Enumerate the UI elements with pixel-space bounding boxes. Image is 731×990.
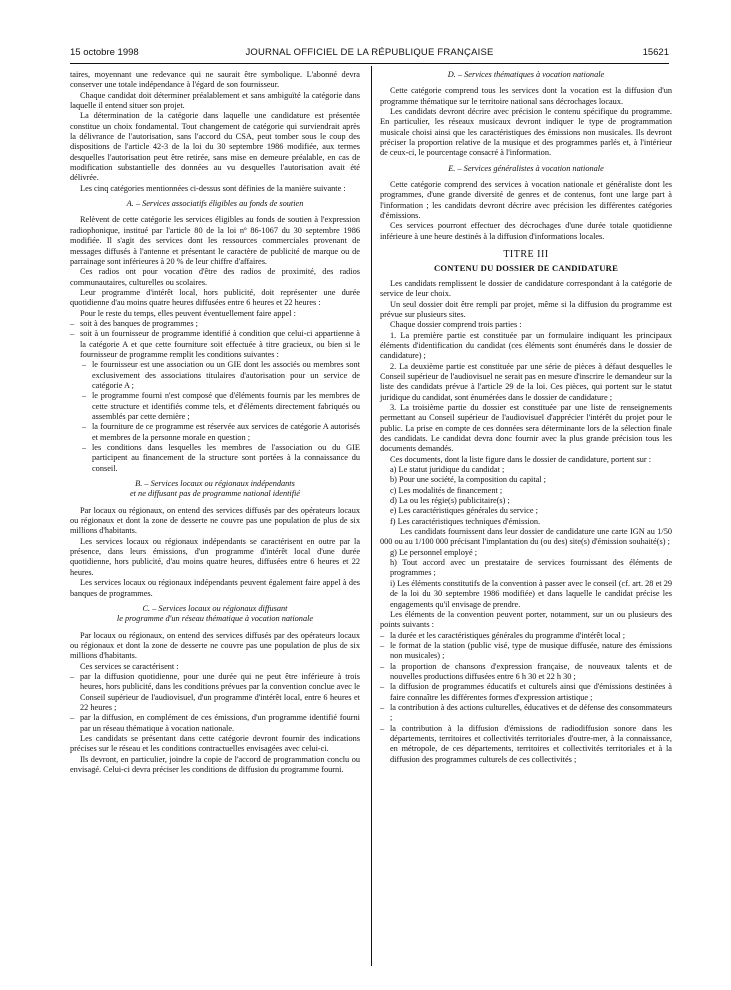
list-item: h) Tout accord avec un prestataire de services fournissant des éléments de programmes ;	[390, 558, 672, 578]
paragraph: Ils devront, en particulier, joindre la copie de l'accord de programmation conclu ou envisagé. Celui-ci devra préciser les conditions de diffusion du programme fourni.	[70, 754, 360, 774]
paragraph: Les candidats se présentant dans cette catégorie devront fournir des indications précises sur le réseau et les conditions contractuelles envisagées avec celui-ci.	[70, 733, 360, 754]
header-journal-title: JOURNAL OFFICIEL DE LA RÉPUBLIQUE FRANÇAISE	[245, 47, 494, 58]
list-item: – soit à un fournisseur de programme identifié à condition que celui-ci appartienne à la catégorie A et que cette fourniture soit effectuée à titre gracieux, ou bien si le fournisseur de programme remplit les conditions suivantes :	[70, 329, 360, 360]
paragraph: Ces radios ont pour vocation d'être des radios de proximité, des radios communautaires, culturelles ou scolaires.	[70, 267, 360, 287]
list-item: – la diffusion de programmes éducatifs et culturels ainsi que d'émissions destinées à faire connaître les différentes formes d'expression artistique ;	[380, 682, 672, 703]
section-heading-b: B. – Services locaux ou régionaux indépendants	[135, 479, 295, 489]
list-item: – le fournisseur est une association ou un GIE dont les associés ou membres sont exclusivement des associations titulaires d'autorisation pour un service de catégorie A ;	[70, 360, 360, 391]
list-item: – la fourniture de ce programme est réservée aux services de catégorie A autorisés et membres de la personne morale en question ;	[70, 422, 360, 443]
paragraph: Par locaux ou régionaux, on entend des services diffusés par des opérateurs locaux ou régionaux et dont la zone de desserte ne couvre pas une population de plus de six millions d'habitants.	[70, 505, 360, 536]
convention-list	[380, 631, 672, 765]
document-list-continued	[380, 548, 672, 610]
section-heading-c: C. – Services locaux ou régionaux diffusant	[142, 603, 288, 613]
list-item: b) Pour une société, la composition du capital ;	[390, 475, 546, 485]
paragraph: Relèvent de cette catégorie les services éligibles au fonds de soutien à l'expression radiophonique, institué par l'article 80 de la loi nº 86-1067 du 30 septembre 1986 modifiée. Il s'agit des services dont les ressources commerciales provenant de messages diffusés à l'antenne et présentant le caractère de publicité de marque ou de parrainage sont inférieures à 20 % de leur chiffre d'affaires.	[70, 215, 360, 266]
paragraph: 1. La première partie est constituée par un formulaire indiquant les principaux éléments d'identification du candidat (ces éléments sont énumérés dans le dossier de candidature) ;	[380, 330, 672, 361]
list-item: – les conditions dans lesquelles les membres de l'association ou du GIE participent au financement de la structure sont portées à la connaissance du conseil.	[70, 443, 360, 474]
list-item: – par la diffusion quotidienne, pour une durée qui ne peut être inférieure à trois heures, hors publicité, dans les conditions prévues par la convention conclue avec le Conseil supérieur de l'audiovisuel, d'un programme d'intérêt local, entre 6 heures et 22 heures ;	[70, 672, 360, 713]
list-item: – le programme fourni n'est composé que d'éléments fournis par les membres de cette structure et identifiés comme tels, et d'éléments directement fabriqués ou assemblés par cette dernière ;	[70, 391, 360, 422]
header-rule	[70, 63, 669, 64]
list-item: g) Le personnel employé ;	[390, 547, 478, 557]
list-item: d) La ou les régie(s) publicitaire(s) ;	[390, 496, 510, 506]
section-heading-c-line2: le programme d'un réseau thématique à vocation nationale	[116, 614, 314, 624]
list-a	[70, 319, 360, 360]
paragraph: 2. La deuxième partie est constituée par une série de pièces à défaut desquelles le Conseil supérieur de l'audiovisuel ne serait pas en mesure d'inscrire le demandeur sur la liste des candidats prévue à l'article 29 de la loi. Ces pièces, qui portent sur le statut juridique du candidat, sont énumérées dans le dossier de candidature ;	[380, 361, 672, 402]
titre-subheading: CONTENU DU DOSSIER DE CANDIDATURE	[433, 262, 619, 273]
paragraph: Chaque candidat doit déterminer préalablement et sans ambiguïté la catégorie dans laquelle il entend situer son projet.	[70, 90, 360, 111]
paragraph: Les candidats remplissent le dossier de candidature correspondant à la catégorie de service de leur choix.	[380, 278, 672, 299]
paragraph: Les services locaux ou régionaux indépendants se caractérisent en outre par la présence, dans leurs émissions, d'un programme d'intérêt local d'une durée quotidienne, hors publicité, d'au moins quatre heures, diffusées entre 6 heures et 22 heures.	[70, 536, 360, 577]
page-header	[70, 47, 669, 63]
paragraph: Chaque dossier comprend trois parties :	[390, 320, 522, 330]
section-heading-e: E. – Services généralistes à vocation nationale	[448, 163, 604, 173]
paragraph: Cette catégorie comprend tous les services dont la vocation est la diffusion d'un programme thématique sur le territoire national sans décrochages locaux.	[380, 86, 672, 106]
paragraph: Par locaux ou régionaux, on entend des services diffusés par des opérateurs locaux ou régionaux et dont la zone de desserte ne couvre pas une population de plus de six millions d'habitants.	[70, 630, 360, 661]
paragraph: Ces services se caractérisent :	[80, 661, 179, 671]
list-item: c) Les modalités de financement ;	[390, 485, 503, 495]
paragraph: taires, moyennant une redevance qui ne saurait être symbolique. L'abonné devra conserver une totale indépendance à l'égard de son fournisseur.	[70, 70, 360, 90]
list-item: – la contribution à la diffusion d'émissions de radiodiffusion sonore dans les départements, territoires et collectivités territoriales d'outre-mer, à la connaissance, en métropole, de ces départements, territoires et collectivités territoriales et à la diffusion des programmes culturels de ces collectivités ;	[380, 724, 672, 765]
paragraph: Ces documents, dont la liste figure dans le dossier de candidature, portent sur :	[390, 454, 652, 464]
sublist-a	[70, 360, 360, 474]
list-item: – la durée et les caractéristiques générales du programme d'intérêt local ;	[380, 631, 672, 641]
list-item: – le format de la station (public visé, type de musique diffusée, nature des émissions non musicales) ;	[380, 641, 672, 662]
list-item: e) Les caractéristiques générales du service ;	[390, 506, 538, 516]
list-item: i) Les éléments constitutifs de la convention à passer avec le conseil (cf. art. 28 et 29 de la loi du 30 septembre 1986 modifiée) et dans laquelle le candidat précise les engagements qu'il envisage de prendre.	[390, 578, 672, 609]
paragraph: Les candidats devront décrire avec précision le contenu spécifique du programme. En particulier, les réseaux musicaux devront indiquer le type de programmation musicale choisi ainsi que les caractéristiques des émissions non musicales. Ils devront préciser la proportion relative de la musique et des programmes parlés et, à l'intérieur de ceux-ci, le pourcentage consacré à l'information.	[380, 107, 672, 158]
list-c	[70, 672, 360, 734]
paragraph: Les éléments de la convention peuvent porter, notamment, sur un ou plusieurs des points suivants :	[380, 609, 672, 630]
document-list	[380, 465, 672, 527]
list-item: f) Les caractéristiques techniques d'émission.	[390, 516, 541, 526]
titre-heading: TITRE III	[503, 249, 549, 261]
right-column	[380, 70, 672, 765]
list-item: – la contribution à des actions culturelles, éducatives et de défense des consommateurs ;	[380, 703, 672, 724]
section-heading-a: A. – Services associatifs éligibles au fonds de soutien	[126, 199, 304, 209]
header-page-number: 15621	[642, 47, 669, 58]
section-heading-d: D. – Services thématiques à vocation nationale	[447, 70, 605, 79]
paragraph: Les candidats fournissent dans leur dossier de candidature une carte IGN au 1/50 000 ou au 1/100 000 précisant l'implantation du (ou des) site(s) d'émission souhaité(s) ;	[380, 527, 672, 547]
paragraph: Les services locaux ou régionaux indépendants peuvent également faire appel à des banques de programmes.	[70, 578, 360, 598]
paragraph: Cette catégorie comprend des services à vocation nationale et généraliste dont les programmes, d'une grande diversité de genres et de contenus, font une large part à l'information ; les candidats devront décrire avec précision les différentes catégories d'émissions.	[380, 180, 672, 221]
column-divider	[371, 66, 372, 966]
paragraph: La détermination de la catégorie dans laquelle une candidature est présentée constitue un choix fondamental. Tout changement de catégorie qui surviendrait après la délivrance de l'autorisation, sans l'accord du CSA, peut tomber sous le coup des dispositions de l'article 42-3 de la loi du 30 septembre 1986 modifiée, aux termes desquelles l'autorisation peut être retirée, sans mise en demeure préalable, en cas de modification substantielle des données au vu desquelles l'autorisation avait été délivrée.	[70, 111, 360, 183]
section-heading-b-line2: et ne diffusant pas de programme national identifié	[130, 489, 300, 499]
paragraph: Les cinq catégories mentionnées ci-dessus sont définies de la manière suivante :	[80, 183, 346, 193]
list-item: – soit à des banques de programmes ;	[70, 319, 360, 329]
paragraph: Un seul dossier doit être rempli par projet, même si la diffusion du programme est prévue sur plusieurs sites.	[380, 299, 672, 319]
paragraph: 3. La troisième partie du dossier est constituée par une liste de renseignements permettant au Conseil supérieur de l'audiovisuel d'apprécier l'intérêt du projet pour le public. La prise en compte de ces données sera déterminante lors de la sélection finale des candidats. Le candidat devra donc fournir avec la plus grande précision tous les documents demandés.	[380, 402, 672, 454]
list-item: a) Le statut juridique du candidat ;	[390, 465, 505, 475]
list-item: – par la diffusion, en complément de ces émissions, d'un programme identifié fourni par un réseau thématique à vocation nationale.	[70, 713, 360, 734]
list-item: – la proportion de chansons d'expression française, de nouveaux talents et de nouvelles productions diffusées entre 6 h 30 et 22 h 30 ;	[380, 662, 672, 683]
header-date: 15 octobre 1998	[70, 47, 139, 58]
left-column	[70, 70, 360, 775]
paragraph: Leur programme d'intérêt local, hors publicité, doit représenter une durée quotidienne d'au moins quatre heures diffusées entre 6 heures et 22 heures :	[70, 287, 360, 308]
paragraph: Ces services pourront effectuer des décrochages d'une durée totale quotidienne inférieure à une heure destinés à la diffusion d'informations locales.	[380, 221, 672, 241]
paragraph: Pour le reste du temps, elles peuvent éventuellement faire appel :	[80, 308, 296, 318]
